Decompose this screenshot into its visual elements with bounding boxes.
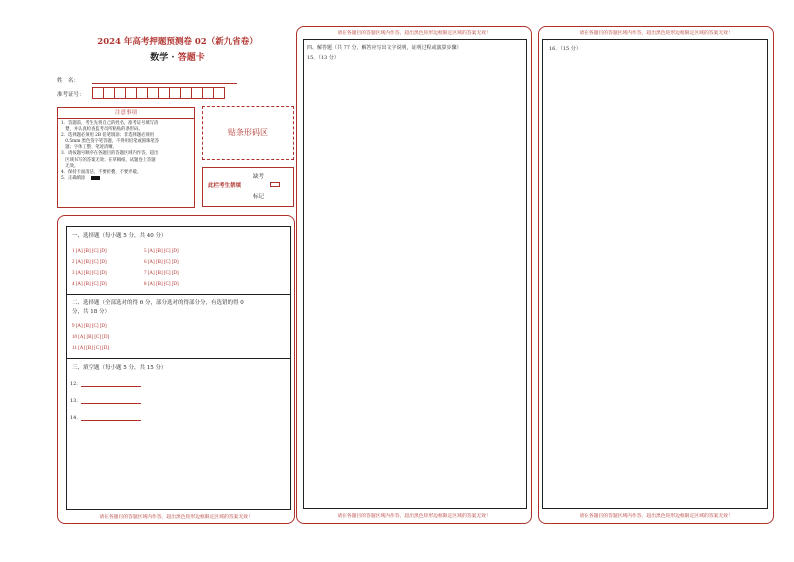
name-label: 姓 名： (57, 78, 80, 84)
absent-label-note: 此栏考生禁填 (208, 183, 242, 189)
choice-row[interactable]: 1 [A] [B] [C] [D] (72, 249, 107, 254)
fill-item[interactable] (70, 380, 141, 387)
fill-number: 14． (70, 415, 82, 421)
fill-number: 13． (70, 398, 82, 404)
notice-line: 楚，并认真检查监考员所粘贴的条形码。 (61, 127, 143, 133)
absent-label-top: 缺考 (253, 174, 265, 180)
exam-title: 2024 年高考押题预测卷 02（新九省卷） (97, 37, 258, 47)
warning-text: 请在各题目的答题区域内作答，超出黑色矩形边框限定区域的答案无效！ (337, 31, 491, 36)
correct-fill-label: 5．正确填涂 (61, 175, 86, 181)
absent-checkbox[interactable] (270, 182, 280, 187)
barcode-area: 贴条形码区 (202, 106, 294, 160)
notice-line: 0.5mm 黑色签字笔答题，不得用铅笔或圆珠笔答 (61, 139, 159, 145)
warning-text: 请在各题目的答题区域内作答，超出黑色矩形边框限定区域的答案无效！ (579, 31, 733, 36)
absent-label-bottom: 标记 (253, 194, 265, 200)
section2-heading-line2: 分，共 18 分） (72, 309, 110, 315)
notice-line: 1．答题前，考生先将自己的姓名，准考证号填写清 (61, 121, 159, 126)
section3-heading: 三、填空题（每小题 5 分，共 15 分） (72, 365, 167, 371)
section2-heading-line1: 二、选择题（全部选对的得 6 分，部分选对的得部分分，有选错的得 0 (72, 300, 244, 306)
notice-line: 无效。 (61, 163, 79, 169)
section-divider (67, 294, 290, 295)
choice-row[interactable]: 6 [A] [B] [C] [D] (144, 260, 179, 265)
notice-title: 注意事项 (58, 108, 194, 119)
fill-line[interactable] (81, 398, 141, 404)
fill-item[interactable] (70, 414, 141, 421)
notice-line: 4．保持卡面清洁，不要折叠、不要弄破。 (61, 169, 142, 175)
choice-row[interactable]: 9 [A] [B] [C] [D] (72, 324, 107, 329)
choice-row[interactable]: 4 [A] [B] [C] [D] (72, 282, 107, 287)
notice-box (57, 107, 195, 208)
notice-body (58, 119, 194, 184)
choice-row[interactable]: 8 [A] [B] [C] [D] (144, 282, 179, 287)
card-subtitle (60, 50, 295, 63)
id-label: 准考证号： (57, 92, 85, 98)
notice-line: 区域书写的答案无效；在草稿纸、试题卷上答题 (61, 157, 156, 163)
choice-row[interactable]: 11 [A] [B] [C] [D] (72, 346, 110, 351)
question-15-label: 15．（13 分） (307, 55, 339, 61)
objective-answer-area (66, 226, 291, 510)
choice-row[interactable]: 10 [A] [B] [C] [D] (72, 335, 110, 340)
fill-number: 12． (70, 381, 82, 387)
section-divider (67, 358, 290, 359)
subject-label: 数学 (150, 53, 169, 63)
choice-row[interactable]: 5 [A] [B] [C] [D] (144, 249, 179, 254)
card-label: 答题卡 (177, 53, 205, 63)
notice-line: 2．选择题必须用 2B 铅笔填涂；非选择题必须用 (61, 133, 154, 139)
choice-row[interactable]: 3 [A] [B] [C] [D] (72, 271, 107, 276)
choice-row[interactable]: 7 [A] [B] [C] [D] (144, 271, 179, 276)
fill-line[interactable] (81, 415, 141, 421)
question-16-label: 16．（15 分） (549, 46, 581, 52)
answer-area-16[interactable] (542, 39, 768, 509)
fill-line[interactable] (81, 381, 141, 387)
warning-text: 请在各题目的答题区域内作答，超出黑色矩形边框限定区域的答案无效！ (337, 514, 491, 519)
choice-row[interactable]: 2 [A] [B] [C] [D] (72, 260, 107, 265)
name-field[interactable] (92, 83, 237, 84)
notice-line: 3．请按题号顺序在各题目的答题区域内作答，超出 (61, 151, 159, 157)
warning-text: 请在各题目的答题区域内作答，超出黑色矩形边框限定区域的答案无效！ (579, 514, 733, 519)
fill-item[interactable] (70, 397, 141, 404)
section1-heading: 一、选择题（每小题 5 分，共 40 分） (72, 233, 167, 239)
notice-line: 题；字体工整、笔迹清晰。 (61, 145, 117, 151)
id-field[interactable] (92, 87, 224, 99)
answer-area-15[interactable] (303, 39, 527, 509)
filled-mark-sample (91, 176, 100, 180)
section4-heading: 四、解答题（共 77 分，解答应写出文字说明，证明过程或演算步骤） (307, 45, 462, 51)
subtitle-separator: · (171, 53, 175, 63)
id-digit-box[interactable] (213, 87, 225, 99)
absent-mark-box (202, 167, 294, 207)
notice-line (61, 176, 191, 182)
warning-text: 请在各题目的答题区域内作答，超出黑色矩形边框限定区域的答案无效！ (99, 515, 253, 520)
